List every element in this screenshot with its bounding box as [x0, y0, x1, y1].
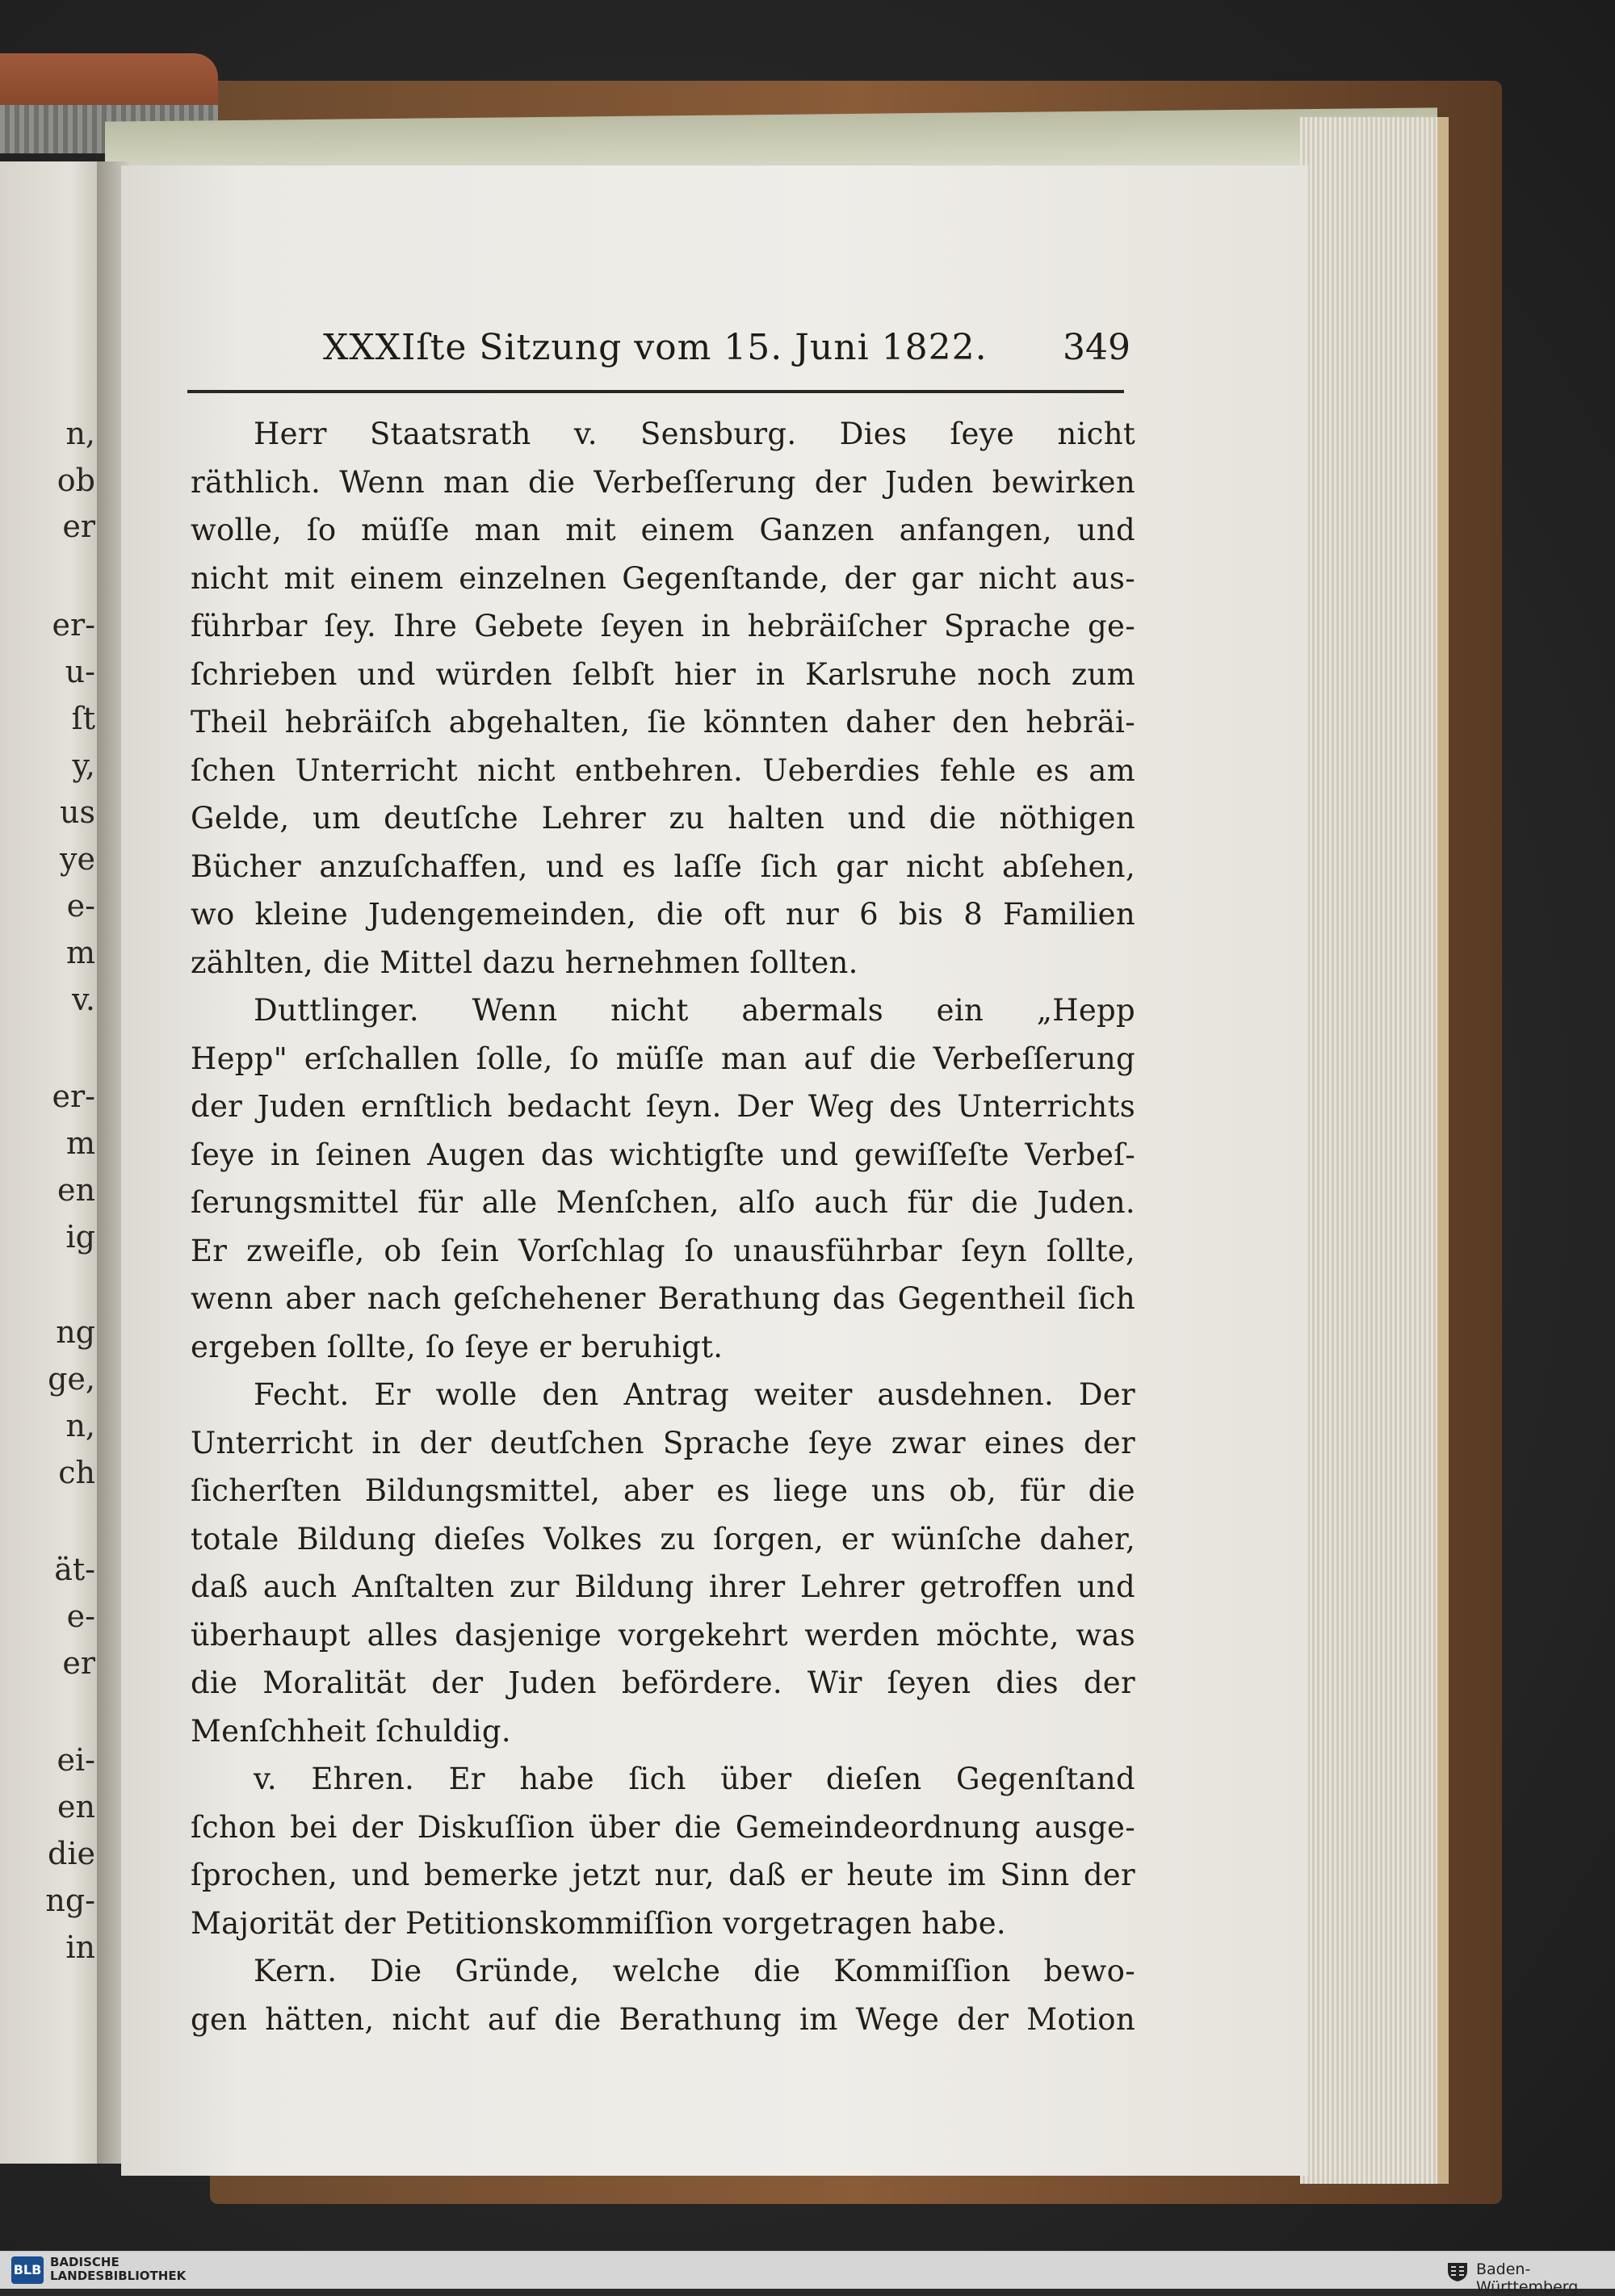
left-page-text-fragment: e- — [66, 1598, 95, 1634]
library-name-line1: BADISCHE — [50, 2255, 120, 2269]
text-line: totale Bildung dieſes Volkes zu ſorgen, er wünſche daher, — [191, 1521, 1135, 1557]
left-page-text-fragment: ig — [65, 1219, 95, 1255]
text-line: nicht mit einem einzelnen Gegenſtande, der gar nicht aus- — [191, 560, 1135, 596]
left-page-text-fragment: er — [62, 1645, 95, 1681]
text-line: wenn aber nach geſchehener Berathung das Gegentheil ſich — [191, 1281, 1135, 1316]
left-page-text-fragment: e- — [66, 888, 95, 924]
text-line: räthlich. Wenn man die Verbeſſerung der Juden bewirken — [191, 464, 1135, 500]
left-page-text-fragment: ch — [58, 1455, 95, 1490]
text-line: ſchen Unterricht nicht entbehren. Ueberdies fehle es am — [191, 752, 1135, 788]
running-header — [323, 319, 1130, 375]
text-line: Gelde, um deutſche Lehrer zu halten und die nöthigen — [191, 801, 1135, 836]
text-line: Theil hebräiſch abgehalten, ſie könnten daher den hebräi- — [191, 705, 1135, 739]
left-page-text-fragment: ät- — [54, 1552, 95, 1587]
left-page-text-fragment: ng- — [45, 1883, 95, 1918]
left-page-text-fragment: en — [57, 1789, 95, 1825]
left-page-text-fragment: y, — [72, 748, 95, 783]
text-line: der Juden ernſtlich bedacht ſeyn. Der Weg des Unterrichts — [191, 1089, 1135, 1124]
blb-logo-icon[interactable]: BLB — [11, 2256, 44, 2284]
state-name[interactable]: Baden-Württemberg — [1476, 2260, 1579, 2296]
library-name[interactable] — [50, 2256, 186, 2283]
text-line: gen hätten, nicht auf die Berathung im Wege der Motion — [191, 2001, 1135, 2037]
left-page-text-fragment: m — [65, 935, 95, 970]
text-line: Duttlinger. Wenn nicht abermals ein „Hepp — [254, 993, 1135, 1028]
left-page-text-fragment: ſt — [71, 701, 95, 736]
left-page-text-fragment: er — [62, 509, 95, 544]
page-block-fore-edge — [1300, 117, 1449, 2184]
text-line: Fecht. Er wolle den Antrag weiter ausdehnen. Der — [254, 1377, 1135, 1412]
text-line: ſchon bei der Diskuſſion über die Gemeindeordnung ausge- — [191, 1809, 1135, 1845]
footer-bar — [0, 2251, 1615, 2296]
bw-coat-of-arms-icon — [1445, 2258, 1470, 2282]
text-line: ſicherſten Bildungsmittel, aber es liege uns ob, für die — [191, 1473, 1135, 1508]
header-rule — [187, 390, 1124, 393]
left-page-text-fragment: n, — [65, 416, 95, 451]
left-page-text-fragment: ob — [57, 463, 95, 498]
text-line: wolle, ſo müſſe man mit einem Ganzen anfangen, und — [191, 513, 1135, 547]
body-text — [191, 410, 1135, 2043]
left-page-text-fragment: in — [65, 1929, 95, 1965]
left-page-text-fragment: ye — [60, 841, 95, 877]
left-page-text-fragment: die — [48, 1836, 95, 1871]
text-line: führbar ſey. Ihre Gebete ſeyen in hebräiſcher Sprache ge- — [191, 609, 1135, 643]
running-header-title: XXXIſte Sitzung vom 15. Juni 1822. — [323, 327, 988, 368]
text-line: die Moralität der Juden befördere. Wir ſeyen dies der — [191, 1665, 1135, 1700]
text-line: ergeben ſollte, ſo ſeye er beruhigt. — [191, 1329, 724, 1364]
left-page-text-fragment: er- — [52, 607, 95, 643]
text-line: Kern. Die Gründe, welche die Kommiſſion bewo- — [254, 1954, 1135, 1988]
left-page-text-fragment: us — [60, 794, 95, 830]
left-page-text-fragment: ng — [56, 1314, 95, 1350]
text-line: Er zweifle, ob ſein Vorſchlag ſo unausführbar ſeyn ſollte, — [191, 1233, 1135, 1268]
text-line: Bücher anzuſchaffen, und es laſſe ſich gar nicht abſehen, — [191, 848, 1135, 884]
library-name-line2: LANDESBIBLIOTHEK — [50, 2269, 187, 2283]
text-line: ſeye in ſeinen Augen das wichtigſte und gewiſſeſte Verbeſ- — [191, 1137, 1135, 1172]
text-line: überhaupt alles dasjenige vorgekehrt werden möchte, was — [191, 1617, 1135, 1653]
text-line: v. Ehren. Er habe ſich über dieſen Gegenſtand — [254, 1762, 1135, 1796]
left-page-text-fragment: u- — [65, 654, 95, 689]
text-line: Herr Staatsrath v. Sensburg. Dies ſeye nicht — [254, 417, 1135, 451]
left-page-text-fragment: m — [65, 1125, 95, 1161]
text-line: ſprochen, und bemerke jetzt nur, daß er heute im Sinn der — [191, 1858, 1135, 1892]
left-page-text-fragment: ge, — [48, 1361, 95, 1397]
left-page-text-fragment: en — [57, 1172, 95, 1208]
left-page — [0, 161, 103, 2164]
text-line: Hepp" erſchallen ſolle, ſo müſſe man auf die Verbeſſerung — [191, 1041, 1135, 1076]
text-line: ſerungsmittel für alle Menſchen, alſo auch für die Juden. — [191, 1185, 1135, 1220]
page-number: 349 — [1063, 327, 1130, 368]
left-page-text-fragment: er- — [52, 1079, 95, 1114]
text-line: Unterricht in der deutſchen Sprache ſeye zwar eines der — [191, 1425, 1135, 1460]
text-line: Majorität der Petitionskommiſſion vorgetragen habe. — [191, 1905, 1006, 1941]
text-line: wo kleine Judengemeinden, die oft nur 6 bis 8 Familien — [191, 897, 1135, 932]
text-line: zählten, die Mittel dazu hernehmen ſollten. — [191, 945, 858, 980]
text-line: Menſchheit ſchuldig. — [191, 1713, 511, 1749]
text-line: daß auch Anſtalten zur Bildung ihrer Lehrer getroffen und — [191, 1569, 1135, 1604]
left-page-text-fragment: n, — [65, 1408, 95, 1443]
left-page-text-fragment: v. — [71, 982, 95, 1017]
text-line: ſchrieben und würden ſelbſt hier in Karlsruhe noch zum — [191, 656, 1135, 692]
left-page-text-fragment: ei- — [57, 1742, 95, 1778]
